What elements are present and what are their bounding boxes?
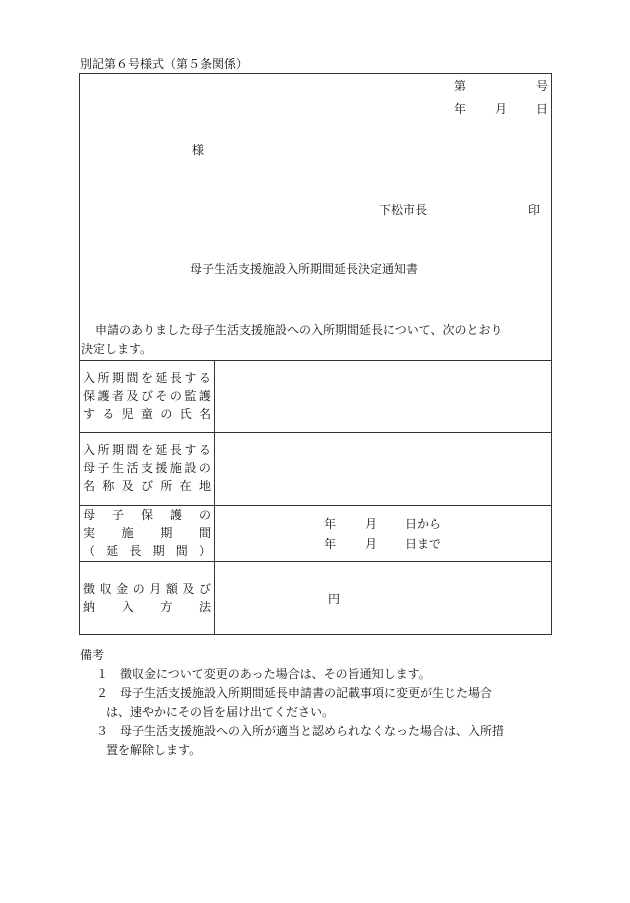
label-char: 在	[179, 479, 192, 493]
label-char: 長	[129, 544, 142, 558]
label-char: 児	[121, 407, 134, 421]
label-char: び	[140, 389, 153, 403]
number-dai: 第	[454, 79, 467, 93]
label-char: 保	[83, 389, 96, 403]
note-number: ３	[96, 724, 109, 738]
label-char: の	[132, 582, 145, 596]
label-char: び	[198, 582, 211, 596]
label-char: 実	[83, 526, 96, 540]
issuer-name: 下松市長	[379, 203, 428, 217]
label-monthly-fee	[83, 580, 211, 616]
label-char: る	[198, 443, 211, 457]
label-char: 間	[198, 526, 211, 540]
period-to-tsuki: 月	[365, 537, 378, 551]
note-text: 母子生活支援施設入所期間延長申請書の記載事項に変更が生じた場合	[120, 686, 493, 700]
guardian-child-names-field[interactable]	[216, 362, 550, 430]
label-char: の	[198, 508, 211, 522]
label-char: 期	[152, 544, 165, 558]
note-number: ２	[96, 686, 109, 700]
form-caption: 別記第６号様式（第５条関係）	[80, 57, 249, 71]
label-char: 及	[121, 479, 134, 493]
table-rule	[79, 432, 552, 433]
body-text-line1: 申請のありました母子生活支援施設への入所期間延長について、次のとおり	[95, 323, 503, 337]
label-char: す	[184, 443, 197, 457]
label-char: 活	[126, 461, 139, 475]
label-line	[83, 369, 211, 387]
label-char: 入	[121, 600, 134, 614]
label-char: 生	[111, 461, 124, 475]
label-char: 称	[102, 479, 115, 493]
addressee-sama: 様	[192, 143, 205, 157]
label-char: （	[83, 544, 96, 558]
label-char: 延	[155, 443, 168, 457]
label-char: 所	[160, 479, 173, 493]
label-char: す	[83, 407, 96, 421]
label-char: る	[102, 407, 115, 421]
facility-name-address-field[interactable]	[216, 434, 550, 503]
label-char: 間	[126, 443, 139, 457]
note-text-continued: は、速やかにその旨を届け出てください。	[106, 705, 335, 719]
date-nen: 年	[454, 102, 467, 116]
label-char: 入	[83, 371, 96, 385]
label-char: 長	[169, 371, 182, 385]
label-char: 及	[182, 582, 195, 596]
label-char: 支	[140, 461, 153, 475]
label-char: の	[169, 389, 182, 403]
label-char: 護	[198, 389, 211, 403]
label-char: そ	[155, 389, 168, 403]
label-char: 所	[97, 443, 110, 457]
label-guardian-child-names	[83, 369, 211, 423]
label-char: 間	[175, 544, 188, 558]
label-line	[83, 387, 211, 405]
label-char: 納	[83, 600, 96, 614]
label-char: 延	[106, 544, 119, 558]
label-char: 子	[97, 461, 110, 475]
table-column-divider	[214, 360, 215, 635]
label-char: 童	[140, 407, 153, 421]
label-char: 延	[155, 371, 168, 385]
label-line	[83, 441, 211, 459]
label-char: 監	[184, 389, 197, 403]
label-char: 期	[111, 371, 124, 385]
notes-heading: 備考	[80, 648, 105, 662]
number-go: 号	[536, 79, 549, 93]
label-line	[83, 459, 211, 477]
label-line	[83, 542, 211, 560]
document-title: 母子生活支援施設入所期間延長決定通知書	[190, 262, 419, 276]
period-to-suffix: 日まで	[405, 537, 442, 551]
label-char: び	[140, 479, 153, 493]
label-char: 者	[111, 389, 124, 403]
seal-mark: 印	[528, 203, 541, 217]
label-char: 収	[99, 582, 112, 596]
date-hi: 日	[536, 102, 549, 116]
amount-unit-yen: 円	[328, 592, 341, 606]
label-char: 氏	[179, 407, 192, 421]
label-facility-name-address	[83, 441, 211, 495]
label-char: 所	[97, 371, 110, 385]
label-line	[83, 405, 211, 423]
note-text: 母子生活支援施設への入所が適当と認められなくなった場合は、入所措	[120, 724, 505, 738]
label-char: 護	[97, 389, 110, 403]
label-char: 援	[155, 461, 168, 475]
label-char: 月	[149, 582, 162, 596]
date-tsuki: 月	[495, 102, 508, 116]
label-line	[83, 477, 211, 495]
label-char: 期	[160, 526, 173, 540]
label-char: ）	[198, 544, 211, 558]
label-char: 護	[169, 508, 182, 522]
label-char: 方	[160, 600, 173, 614]
label-char: を	[140, 443, 153, 457]
label-char: の	[160, 407, 173, 421]
label-char: 法	[198, 600, 211, 614]
period-from-suffix: 日から	[405, 517, 442, 531]
label-char: 設	[184, 461, 197, 475]
label-char: 徴	[83, 582, 96, 596]
label-char: 入	[83, 443, 96, 457]
label-char: 子	[111, 508, 124, 522]
note-number: １	[96, 667, 109, 681]
label-char: を	[140, 371, 153, 385]
label-char: す	[184, 371, 197, 385]
label-char: 施	[169, 461, 182, 475]
label-char: る	[198, 371, 211, 385]
label-char: 名	[83, 479, 96, 493]
period-to-nen: 年	[324, 537, 337, 551]
note-text: 徴収金について変更のあった場合は、その旨通知します。	[120, 667, 431, 681]
label-line	[83, 506, 211, 524]
label-char: 母	[83, 461, 96, 475]
label-char: 地	[198, 479, 211, 493]
body-text-line2: 決定します。	[81, 342, 153, 356]
label-char: 保	[140, 508, 153, 522]
label-char: 及	[126, 389, 139, 403]
label-line	[83, 580, 211, 598]
label-protection-period	[83, 506, 211, 560]
label-char: 母	[83, 508, 96, 522]
label-char: 名	[198, 407, 211, 421]
table-rule	[79, 360, 552, 361]
label-char: 金	[116, 582, 129, 596]
label-char: 長	[169, 443, 182, 457]
label-line	[83, 598, 211, 616]
label-char: 間	[126, 371, 139, 385]
label-char: 施	[121, 526, 134, 540]
label-char: の	[198, 461, 211, 475]
label-char: 期	[111, 443, 124, 457]
table-rule	[79, 561, 552, 562]
period-from-nen: 年	[324, 517, 337, 531]
period-from-tsuki: 月	[365, 517, 378, 531]
label-line	[83, 524, 211, 542]
label-char: 額	[165, 582, 178, 596]
note-text-continued: 置を解除します。	[106, 743, 202, 757]
